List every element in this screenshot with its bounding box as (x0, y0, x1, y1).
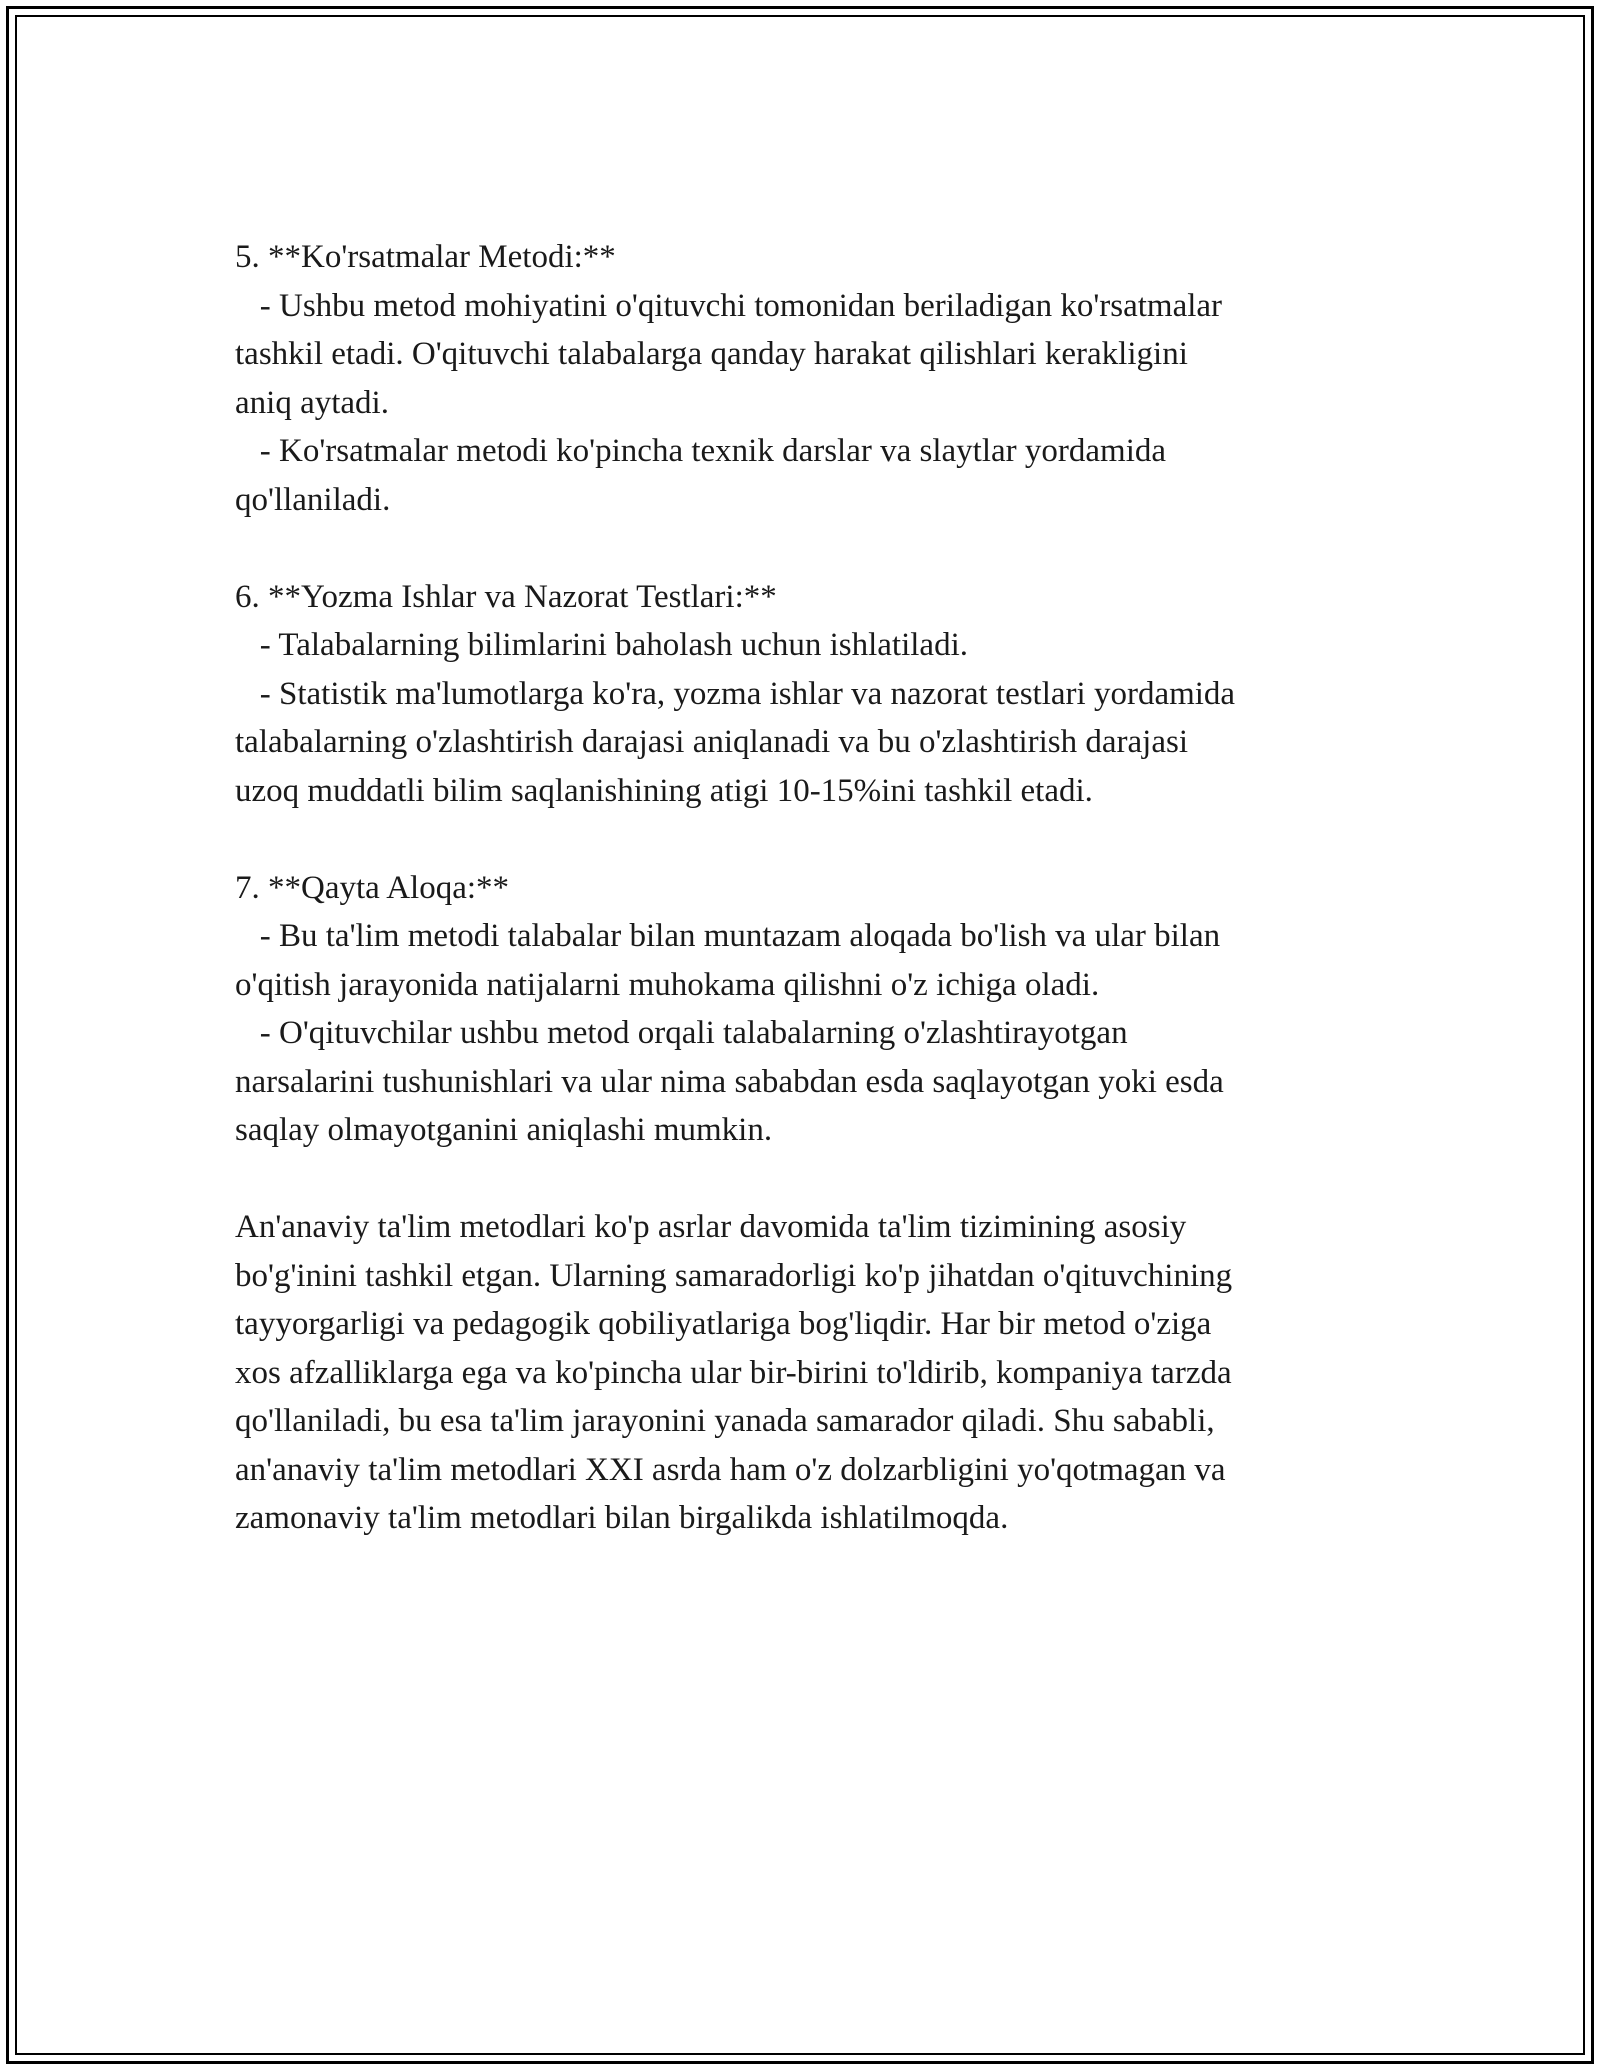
text-line: - Talabalarning bilimlarini baholash uchun ishlatiladi. (235, 627, 968, 663)
section-5-korsatmalar-metodi (235, 233, 1365, 524)
section-6-yozma-ishlar (235, 573, 1365, 816)
text-line: an'anaviy ta'lim metodlari XXI asrda ham o'z dolzarbligini yo'qotmagan va (235, 1451, 1226, 1488)
text-line: - O'qituvchilar ushbu metod orqali talabalarning o'zlashtirayotgan (235, 1015, 1128, 1051)
text-line: An'anaviy ta'lim metodlari ko'p asrlar davomida ta'lim tizimining asosiy (235, 1209, 1187, 1245)
text-line: qo'llaniladi, bu esa ta'lim jarayonini yanada samarador qiladi. Shu sababli, (235, 1403, 1215, 1439)
text-line: zamonaviy ta'lim metodlari bilan birgalikda ishlatilmoqda. (235, 1500, 1009, 1536)
text-line: - Ushbu metod mohiyatini o'qituvchi tomonidan beriladigan ko'rsatmalar (235, 287, 1223, 324)
conclusion-paragraph (235, 1203, 1365, 1543)
text-line: talabalarning o'zlashtirish darajasi aniqlanadi va bu o'zlashtirish darajasi (235, 724, 1188, 760)
text-line: - Bu ta'lim metodi talabalar bilan muntazam aloqada bo'lish va ular bilan (235, 918, 1221, 954)
text-line: - Ko'rsatmalar metodi ko'pincha texnik darslar va slaytlar yordamida (235, 433, 1167, 469)
text-line: o'qitish jarayonida natijalarni muhokama qilishni o'z ichiga oladi. (235, 966, 1100, 1003)
text-line: uzoq muddatli bilim saqlanishining atigi 10-15%ini tashkil etadi. (235, 772, 1093, 809)
text-line: narsalarini tushunishlari va ular nima sababdan esda saqlayotgan yoki esda (235, 1063, 1224, 1100)
text-line: tashkil etadi. O'qituvchi talabalarga qanday harakat qilishlari kerakligini (235, 336, 1188, 372)
text-line: qo'llaniladi. (235, 481, 391, 518)
section-5-heading: 5. **Ko'rsatmalar Metodi:** (235, 239, 616, 275)
section-7-qayta-aloqa (235, 864, 1365, 1155)
section-7-heading: 7. **Qayta Aloqa:** (235, 869, 510, 906)
text-line: aniq aytadi. (235, 384, 389, 421)
text-line: saqlay olmayotganini aniqlashi mumkin. (235, 1112, 773, 1148)
text-line: tayyorgarligi va pedagogik qobiliyatlariga bog'liqdir. Har bir metod o'ziga (235, 1306, 1212, 1342)
text-line: xos afzalliklarga ega va ko'pincha ular bir-birini to'ldirib, kompaniya tarzda (235, 1354, 1232, 1391)
document-body (235, 233, 1365, 1543)
text-line: bo'g'inini tashkil etgan. Ularning samaradorligi ko'p jihatdan o'qituvchining (235, 1257, 1233, 1294)
text-line: - Statistik ma'lumotlarga ko'ra, yozma ishlar va nazorat testlari yordamida (235, 675, 1236, 712)
section-6-heading: 6. **Yozma Ishlar va Nazorat Testlari:** (235, 578, 777, 615)
